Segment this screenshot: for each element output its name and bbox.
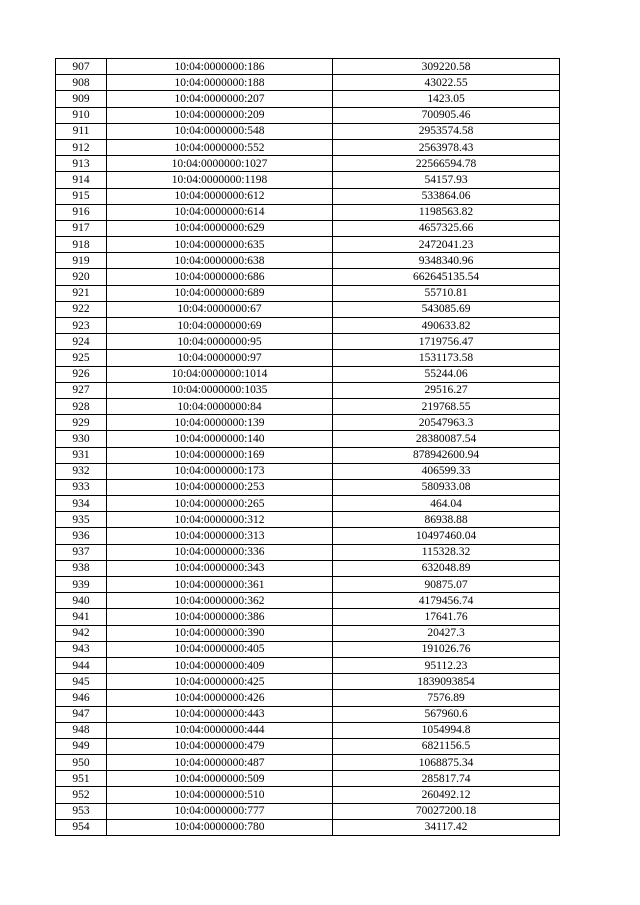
cadastral-number-cell: 10:04:0000000:69 [107, 318, 333, 334]
row-number-cell: 930 [56, 431, 107, 447]
value-cell: 2472041.23 [333, 237, 560, 253]
value-cell: 6821156.5 [333, 738, 560, 754]
value-cell: 700905.46 [333, 107, 560, 123]
value-cell: 309220.58 [333, 59, 560, 75]
row-number-cell: 926 [56, 366, 107, 382]
row-number-cell: 908 [56, 75, 107, 91]
table-row [56, 382, 560, 398]
cadastral-number-cell: 10:04:0000000:479 [107, 738, 333, 754]
row-number-cell: 920 [56, 269, 107, 285]
value-cell: 4657325.66 [333, 220, 560, 236]
row-number-cell: 927 [56, 382, 107, 398]
value-cell: 464.04 [333, 496, 560, 512]
row-number-cell: 907 [56, 59, 107, 75]
table-row [56, 577, 560, 593]
cadastral-number-cell: 10:04:0000000:614 [107, 204, 333, 220]
cadastral-number-cell: 10:04:0000000:95 [107, 334, 333, 350]
row-number-cell: 943 [56, 641, 107, 657]
cadastral-number-cell: 10:04:0000000:487 [107, 755, 333, 771]
table-row [56, 350, 560, 366]
value-cell: 533864.06 [333, 188, 560, 204]
table-row [56, 156, 560, 172]
cadastral-number-cell: 10:04:0000000:362 [107, 593, 333, 609]
value-cell: 29516.27 [333, 382, 560, 398]
value-cell: 10497460.04 [333, 528, 560, 544]
cadastral-number-cell: 10:04:0000000:552 [107, 139, 333, 155]
row-number-cell: 947 [56, 706, 107, 722]
cadastral-number-cell: 10:04:0000000:390 [107, 625, 333, 641]
cadastral-number-cell: 10:04:0000000:1027 [107, 156, 333, 172]
table-row [56, 204, 560, 220]
value-cell: 191026.76 [333, 641, 560, 657]
value-cell: 580933.08 [333, 479, 560, 495]
cadastral-number-cell: 10:04:0000000:1035 [107, 382, 333, 398]
cadastral-number-cell: 10:04:0000000:169 [107, 447, 333, 463]
table-row [56, 334, 560, 350]
table-row [56, 415, 560, 431]
value-cell: 1198563.82 [333, 204, 560, 220]
table-row [56, 560, 560, 576]
value-cell: 2563978.43 [333, 139, 560, 155]
table-row [56, 771, 560, 787]
value-cell: 9348340.96 [333, 253, 560, 269]
value-cell: 1531173.58 [333, 350, 560, 366]
value-cell: 878942600.94 [333, 447, 560, 463]
table-row [56, 609, 560, 625]
cadastral-number-cell: 10:04:0000000:343 [107, 560, 333, 576]
row-number-cell: 939 [56, 577, 107, 593]
value-cell: 1839093854 [333, 674, 560, 690]
table-row [56, 479, 560, 495]
row-number-cell: 936 [56, 528, 107, 544]
table-row [56, 75, 560, 91]
table-row [56, 220, 560, 236]
row-number-cell: 941 [56, 609, 107, 625]
row-number-cell: 913 [56, 156, 107, 172]
row-number-cell: 945 [56, 674, 107, 690]
value-cell: 490633.82 [333, 318, 560, 334]
table-row [56, 447, 560, 463]
row-number-cell: 919 [56, 253, 107, 269]
cadastral-number-cell: 10:04:0000000:635 [107, 237, 333, 253]
table-row [56, 690, 560, 706]
value-cell: 86938.88 [333, 512, 560, 528]
row-number-cell: 940 [56, 593, 107, 609]
cadastral-number-cell: 10:04:0000000:443 [107, 706, 333, 722]
cadastral-number-cell: 10:04:0000000:140 [107, 431, 333, 447]
cadastral-number-cell: 10:04:0000000:186 [107, 59, 333, 75]
table-row [56, 641, 560, 657]
value-cell: 285817.74 [333, 771, 560, 787]
value-cell: 662645135.54 [333, 269, 560, 285]
row-number-cell: 924 [56, 334, 107, 350]
cadastral-number-cell: 10:04:0000000:209 [107, 107, 333, 123]
row-number-cell: 915 [56, 188, 107, 204]
cadastral-number-cell: 10:04:0000000:444 [107, 722, 333, 738]
table-row [56, 172, 560, 188]
table-row [56, 706, 560, 722]
value-cell: 43022.55 [333, 75, 560, 91]
table-row [56, 755, 560, 771]
value-cell: 115328.32 [333, 544, 560, 560]
table-row [56, 674, 560, 690]
cadastral-number-cell: 10:04:0000000:84 [107, 398, 333, 414]
value-cell: 17641.76 [333, 609, 560, 625]
cadastral-number-cell: 10:04:0000000:689 [107, 285, 333, 301]
value-cell: 2953574.58 [333, 123, 560, 139]
value-cell: 1054994.8 [333, 722, 560, 738]
value-cell: 22566594.78 [333, 156, 560, 172]
row-number-cell: 912 [56, 139, 107, 155]
row-number-cell: 932 [56, 463, 107, 479]
row-number-cell: 916 [56, 204, 107, 220]
cadastral-number-cell: 10:04:0000000:67 [107, 301, 333, 317]
value-cell: 20547963.3 [333, 415, 560, 431]
row-number-cell: 938 [56, 560, 107, 576]
cadastral-number-cell: 10:04:0000000:265 [107, 496, 333, 512]
value-cell: 1068875.34 [333, 755, 560, 771]
cadastral-number-cell: 10:04:0000000:207 [107, 91, 333, 107]
row-number-cell: 935 [56, 512, 107, 528]
row-number-cell: 949 [56, 738, 107, 754]
cadastral-number-cell: 10:04:0000000:253 [107, 479, 333, 495]
table-row [56, 237, 560, 253]
table-row [56, 59, 560, 75]
table-row [56, 722, 560, 738]
value-cell: 95112.23 [333, 657, 560, 673]
cadastral-number-cell: 10:04:0000000:548 [107, 123, 333, 139]
value-cell: 70027200.18 [333, 803, 560, 819]
table-row [56, 544, 560, 560]
table-row [56, 431, 560, 447]
value-cell: 543085.69 [333, 301, 560, 317]
table-row [56, 318, 560, 334]
value-cell: 55710.81 [333, 285, 560, 301]
row-number-cell: 925 [56, 350, 107, 366]
row-number-cell: 921 [56, 285, 107, 301]
row-number-cell: 944 [56, 657, 107, 673]
row-number-cell: 929 [56, 415, 107, 431]
row-number-cell: 911 [56, 123, 107, 139]
row-number-cell: 952 [56, 787, 107, 803]
row-number-cell: 922 [56, 301, 107, 317]
table-row [56, 285, 560, 301]
row-number-cell: 951 [56, 771, 107, 787]
row-number-cell: 931 [56, 447, 107, 463]
cadastral-number-cell: 10:04:0000000:188 [107, 75, 333, 91]
table-row [56, 512, 560, 528]
table-row [56, 139, 560, 155]
cadastral-number-cell: 10:04:0000000:139 [107, 415, 333, 431]
row-number-cell: 933 [56, 479, 107, 495]
table-body [56, 59, 560, 836]
table-row [56, 398, 560, 414]
value-cell: 260492.12 [333, 787, 560, 803]
row-number-cell: 950 [56, 755, 107, 771]
cadastral-number-cell: 10:04:0000000:405 [107, 641, 333, 657]
cadastral-number-cell: 10:04:0000000:509 [107, 771, 333, 787]
cadastral-number-cell: 10:04:0000000:336 [107, 544, 333, 560]
row-number-cell: 909 [56, 91, 107, 107]
value-cell: 4179456.74 [333, 593, 560, 609]
value-cell: 219768.55 [333, 398, 560, 414]
row-number-cell: 937 [56, 544, 107, 560]
table-row [56, 657, 560, 673]
cadastral-number-cell: 10:04:0000000:409 [107, 657, 333, 673]
table-row [56, 269, 560, 285]
table-row [56, 496, 560, 512]
cadastral-number-cell: 10:04:0000000:686 [107, 269, 333, 285]
value-cell: 632048.89 [333, 560, 560, 576]
table-row [56, 123, 560, 139]
table-row [56, 819, 560, 835]
table-row [56, 738, 560, 754]
table-row [56, 787, 560, 803]
cadastral-number-cell: 10:04:0000000:510 [107, 787, 333, 803]
row-number-cell: 917 [56, 220, 107, 236]
row-number-cell: 953 [56, 803, 107, 819]
row-number-cell: 918 [56, 237, 107, 253]
cadastral-number-cell: 10:04:0000000:425 [107, 674, 333, 690]
row-number-cell: 934 [56, 496, 107, 512]
cadastral-number-cell: 10:04:0000000:638 [107, 253, 333, 269]
row-number-cell: 914 [56, 172, 107, 188]
cadastral-number-cell: 10:04:0000000:386 [107, 609, 333, 625]
value-cell: 28380087.54 [333, 431, 560, 447]
table-row [56, 301, 560, 317]
cadastral-number-cell: 10:04:0000000:612 [107, 188, 333, 204]
table-row [56, 107, 560, 123]
table-row [56, 366, 560, 382]
cadastral-number-cell: 10:04:0000000:1014 [107, 366, 333, 382]
row-number-cell: 942 [56, 625, 107, 641]
cadastral-number-cell: 10:04:0000000:361 [107, 577, 333, 593]
value-cell: 20427.3 [333, 625, 560, 641]
row-number-cell: 923 [56, 318, 107, 334]
table-row [56, 528, 560, 544]
row-number-cell: 948 [56, 722, 107, 738]
cadastral-number-cell: 10:04:0000000:1198 [107, 172, 333, 188]
row-number-cell: 928 [56, 398, 107, 414]
row-number-cell: 910 [56, 107, 107, 123]
cadastral-number-cell: 10:04:0000000:97 [107, 350, 333, 366]
value-cell: 406599.33 [333, 463, 560, 479]
row-number-cell: 954 [56, 819, 107, 835]
value-cell: 54157.93 [333, 172, 560, 188]
value-cell: 55244.06 [333, 366, 560, 382]
row-number-cell: 946 [56, 690, 107, 706]
table-row [56, 91, 560, 107]
cadastral-number-cell: 10:04:0000000:629 [107, 220, 333, 236]
value-cell: 90875.07 [333, 577, 560, 593]
cadastral-number-cell: 10:04:0000000:313 [107, 528, 333, 544]
value-cell: 1719756.47 [333, 334, 560, 350]
data-table [55, 58, 560, 836]
value-cell: 567960.6 [333, 706, 560, 722]
table-row [56, 463, 560, 479]
cadastral-number-cell: 10:04:0000000:780 [107, 819, 333, 835]
table-row [56, 625, 560, 641]
cadastral-number-cell: 10:04:0000000:312 [107, 512, 333, 528]
table-row [56, 188, 560, 204]
cadastral-number-cell: 10:04:0000000:426 [107, 690, 333, 706]
value-cell: 1423.05 [333, 91, 560, 107]
value-cell: 34117.42 [333, 819, 560, 835]
table-row [56, 593, 560, 609]
table-row [56, 253, 560, 269]
cadastral-number-cell: 10:04:0000000:777 [107, 803, 333, 819]
cadastral-number-cell: 10:04:0000000:173 [107, 463, 333, 479]
table-row [56, 803, 560, 819]
value-cell: 7576.89 [333, 690, 560, 706]
